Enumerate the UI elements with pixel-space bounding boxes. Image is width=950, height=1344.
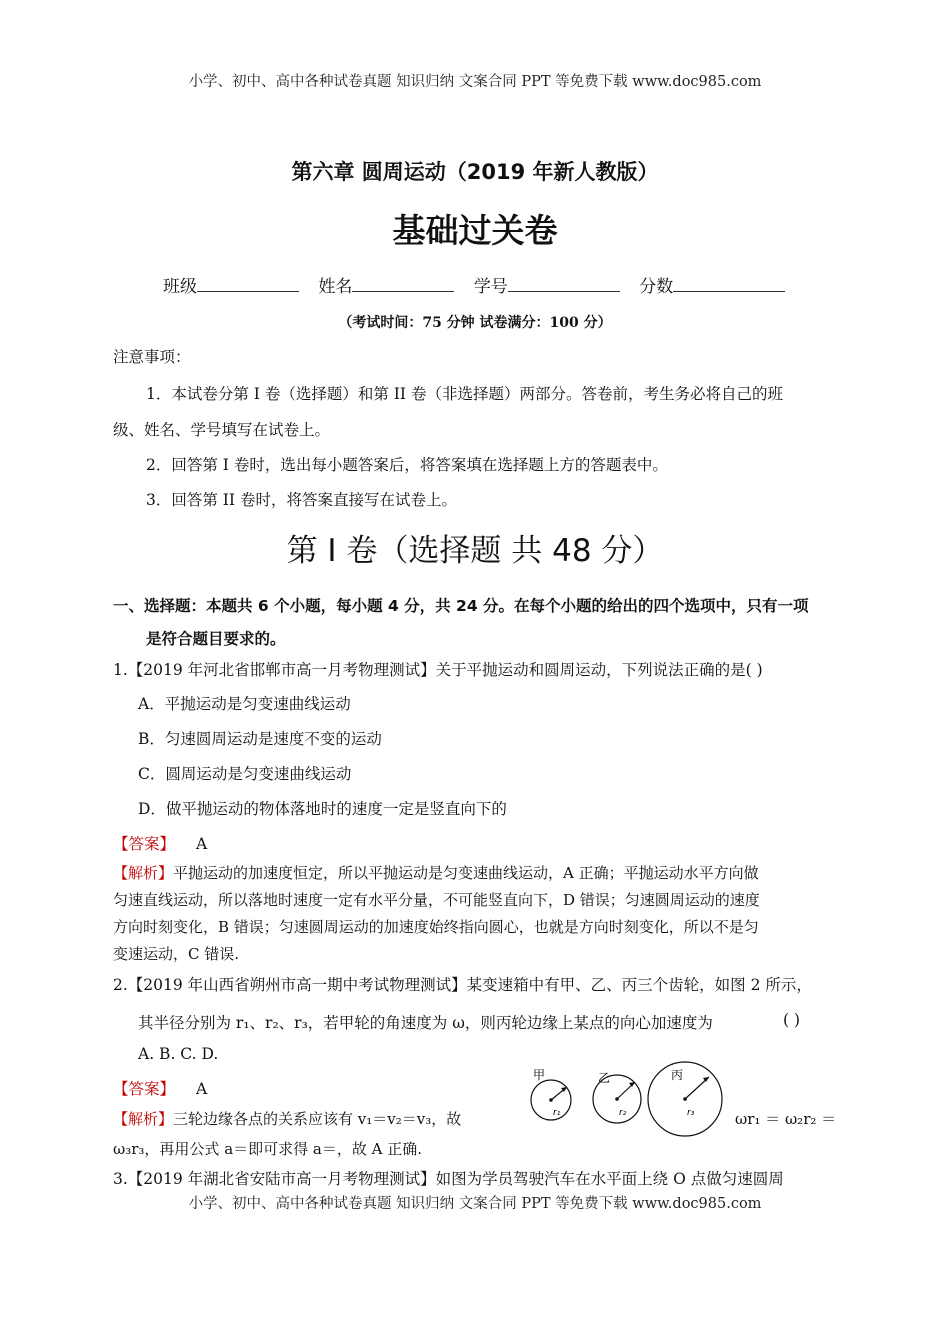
section-intro: 一、选择题：本题共 6 个小题，每小题 4 分，共 24 分。在每个小题的给出的四个选项中，只有一项 bbox=[113, 597, 809, 615]
explanation-text: 三轮边缘各点的关系应该有 v₁＝v₂＝v₃，故 bbox=[173, 1110, 462, 1128]
name-label: 姓名 bbox=[318, 277, 353, 297]
paper-title: 基础过关卷 bbox=[392, 211, 558, 250]
answer-value: A bbox=[195, 1080, 208, 1098]
question-1-option-a: A．平抛运动是匀变速曲线运动 bbox=[138, 695, 351, 713]
gear-bing bbox=[648, 1062, 722, 1136]
question-1-explanation-1 bbox=[113, 862, 759, 883]
question-3-stem: 3.【2019 年湖北省安陆市高一月考物理测试】如图为学员驾驶汽车在水平面上绕 O 点做匀速圆周 bbox=[113, 1170, 784, 1188]
question-2-explanation-2: ω₃r₃，再用公式 a＝即可求得 a＝，故 A 正确. bbox=[113, 1140, 422, 1158]
section-intro-cont: 是符合题目要求的。 bbox=[146, 630, 286, 648]
class-field[interactable] bbox=[163, 272, 299, 297]
student-id-label: 学号 bbox=[473, 277, 508, 297]
answer-tag: 【答案】 bbox=[113, 835, 176, 853]
gear-jia bbox=[531, 1068, 571, 1120]
explanation-text: 平抛运动的加速度恒定，所以平抛运动是匀变速曲线运动，A 正确；平抛运动水平方向做 bbox=[173, 864, 759, 882]
chapter-title: 第六章 圆周运动（2019 年新人教版） bbox=[291, 160, 659, 184]
question-2-paren: ( ) bbox=[783, 1011, 801, 1029]
question-1-stem: 1.【2019 年河北省邯郸市高一月考物理测试】关于平抛运动和圆周运动，下列说法正确的是( ) bbox=[113, 661, 763, 679]
question-1-option-c: C．圆周运动是匀变速曲线运动 bbox=[138, 765, 352, 783]
notice-item-1-cont: 级、姓名、学号填写在试卷上。 bbox=[113, 421, 331, 439]
question-2-explanation-right: ωr₁ ＝ ω₂r₂ ＝ bbox=[735, 1110, 837, 1128]
gear-bing-radius: r₃ bbox=[687, 1108, 695, 1118]
section-title: 第 I 卷（选择题 共 48 分） bbox=[286, 533, 664, 569]
gear-jia-label: 甲 bbox=[533, 1068, 546, 1082]
name-field[interactable] bbox=[318, 272, 454, 297]
gear-yi-radius: r₂ bbox=[619, 1108, 627, 1118]
question-1-explanation-4: 变速运动，C 错误. bbox=[113, 945, 240, 963]
notice-heading: 注意事项： bbox=[113, 348, 191, 366]
gear-jia-radius: r₁ bbox=[553, 1108, 561, 1118]
class-label: 班级 bbox=[163, 277, 197, 297]
student-info-fields bbox=[163, 272, 799, 297]
notice-item-3: 3．回答第 II 卷时，将答案直接写在试卷上。 bbox=[146, 491, 457, 509]
question-2-stem: 2.【2019 年山西省朔州市高一期中考试物理测试】某变速箱中有甲、乙、丙三个齿轮，如图 2 所示， bbox=[113, 976, 812, 994]
student-id-field[interactable] bbox=[474, 272, 620, 297]
score-label: 分数 bbox=[639, 277, 674, 297]
question-1-explanation-3: 方向时刻变化，B 错误；匀速圆周运动的加速度始终指向圆心，也就是方向时刻变化，所以不是匀 bbox=[113, 918, 759, 936]
notice-item-1: 1．本试卷分第 I 卷（选择题）和第 II 卷（非选择题）两部分。答卷前，考生务必将自己的班 bbox=[146, 385, 783, 403]
page-header: 小学、初中、高中各种试卷真题 知识归纳 文案合同 PPT 等免费下载 www.doc985.com bbox=[188, 74, 762, 90]
notice-item-2: 2．回答第 I 卷时，选出每小题答案后，将答案填在选择题上方的答题表中。 bbox=[146, 456, 668, 474]
question-1-explanation-2: 匀速直线运动，所以落地时速度一定有水平分量，不可能竖直向下，D 错误；匀速圆周运动的速度 bbox=[113, 891, 760, 909]
answer-value: A bbox=[195, 835, 208, 853]
exam-time-note: （考试时间：75 分钟 试卷满分：100 分） bbox=[338, 315, 612, 331]
gear-yi bbox=[593, 1071, 641, 1123]
page-footer: 小学、初中、高中各种试卷真题 知识归纳 文案合同 PPT 等免费下载 www.doc985.com bbox=[188, 1196, 762, 1212]
score-field[interactable] bbox=[639, 272, 785, 297]
gears-figure bbox=[515, 1055, 735, 1140]
gear-bing-label: 丙 bbox=[671, 1068, 684, 1082]
question-1-option-b: B．匀速圆周运动是速度不变的运动 bbox=[138, 730, 382, 748]
answer-tag: 【答案】 bbox=[113, 1080, 176, 1098]
question-2-stem-cont: 其半径分别为 r₁、r₂、r₃，若甲轮的角速度为 ω，则丙轮边缘上某点的向心加速度为 bbox=[138, 1014, 713, 1032]
question-2-options: A. B. C. D. bbox=[138, 1045, 219, 1063]
explanation-tag: 【解析】 bbox=[113, 864, 174, 882]
explanation-tag: 【解析】 bbox=[113, 1110, 174, 1128]
gear-yi-label: 乙 bbox=[598, 1071, 611, 1085]
question-1-answer bbox=[113, 832, 207, 854]
question-2-answer bbox=[113, 1077, 207, 1099]
question-2-explanation-1 bbox=[113, 1108, 461, 1129]
question-1-option-d: D．做平抛运动的物体落地时的速度一定是竖直向下的 bbox=[138, 800, 507, 818]
